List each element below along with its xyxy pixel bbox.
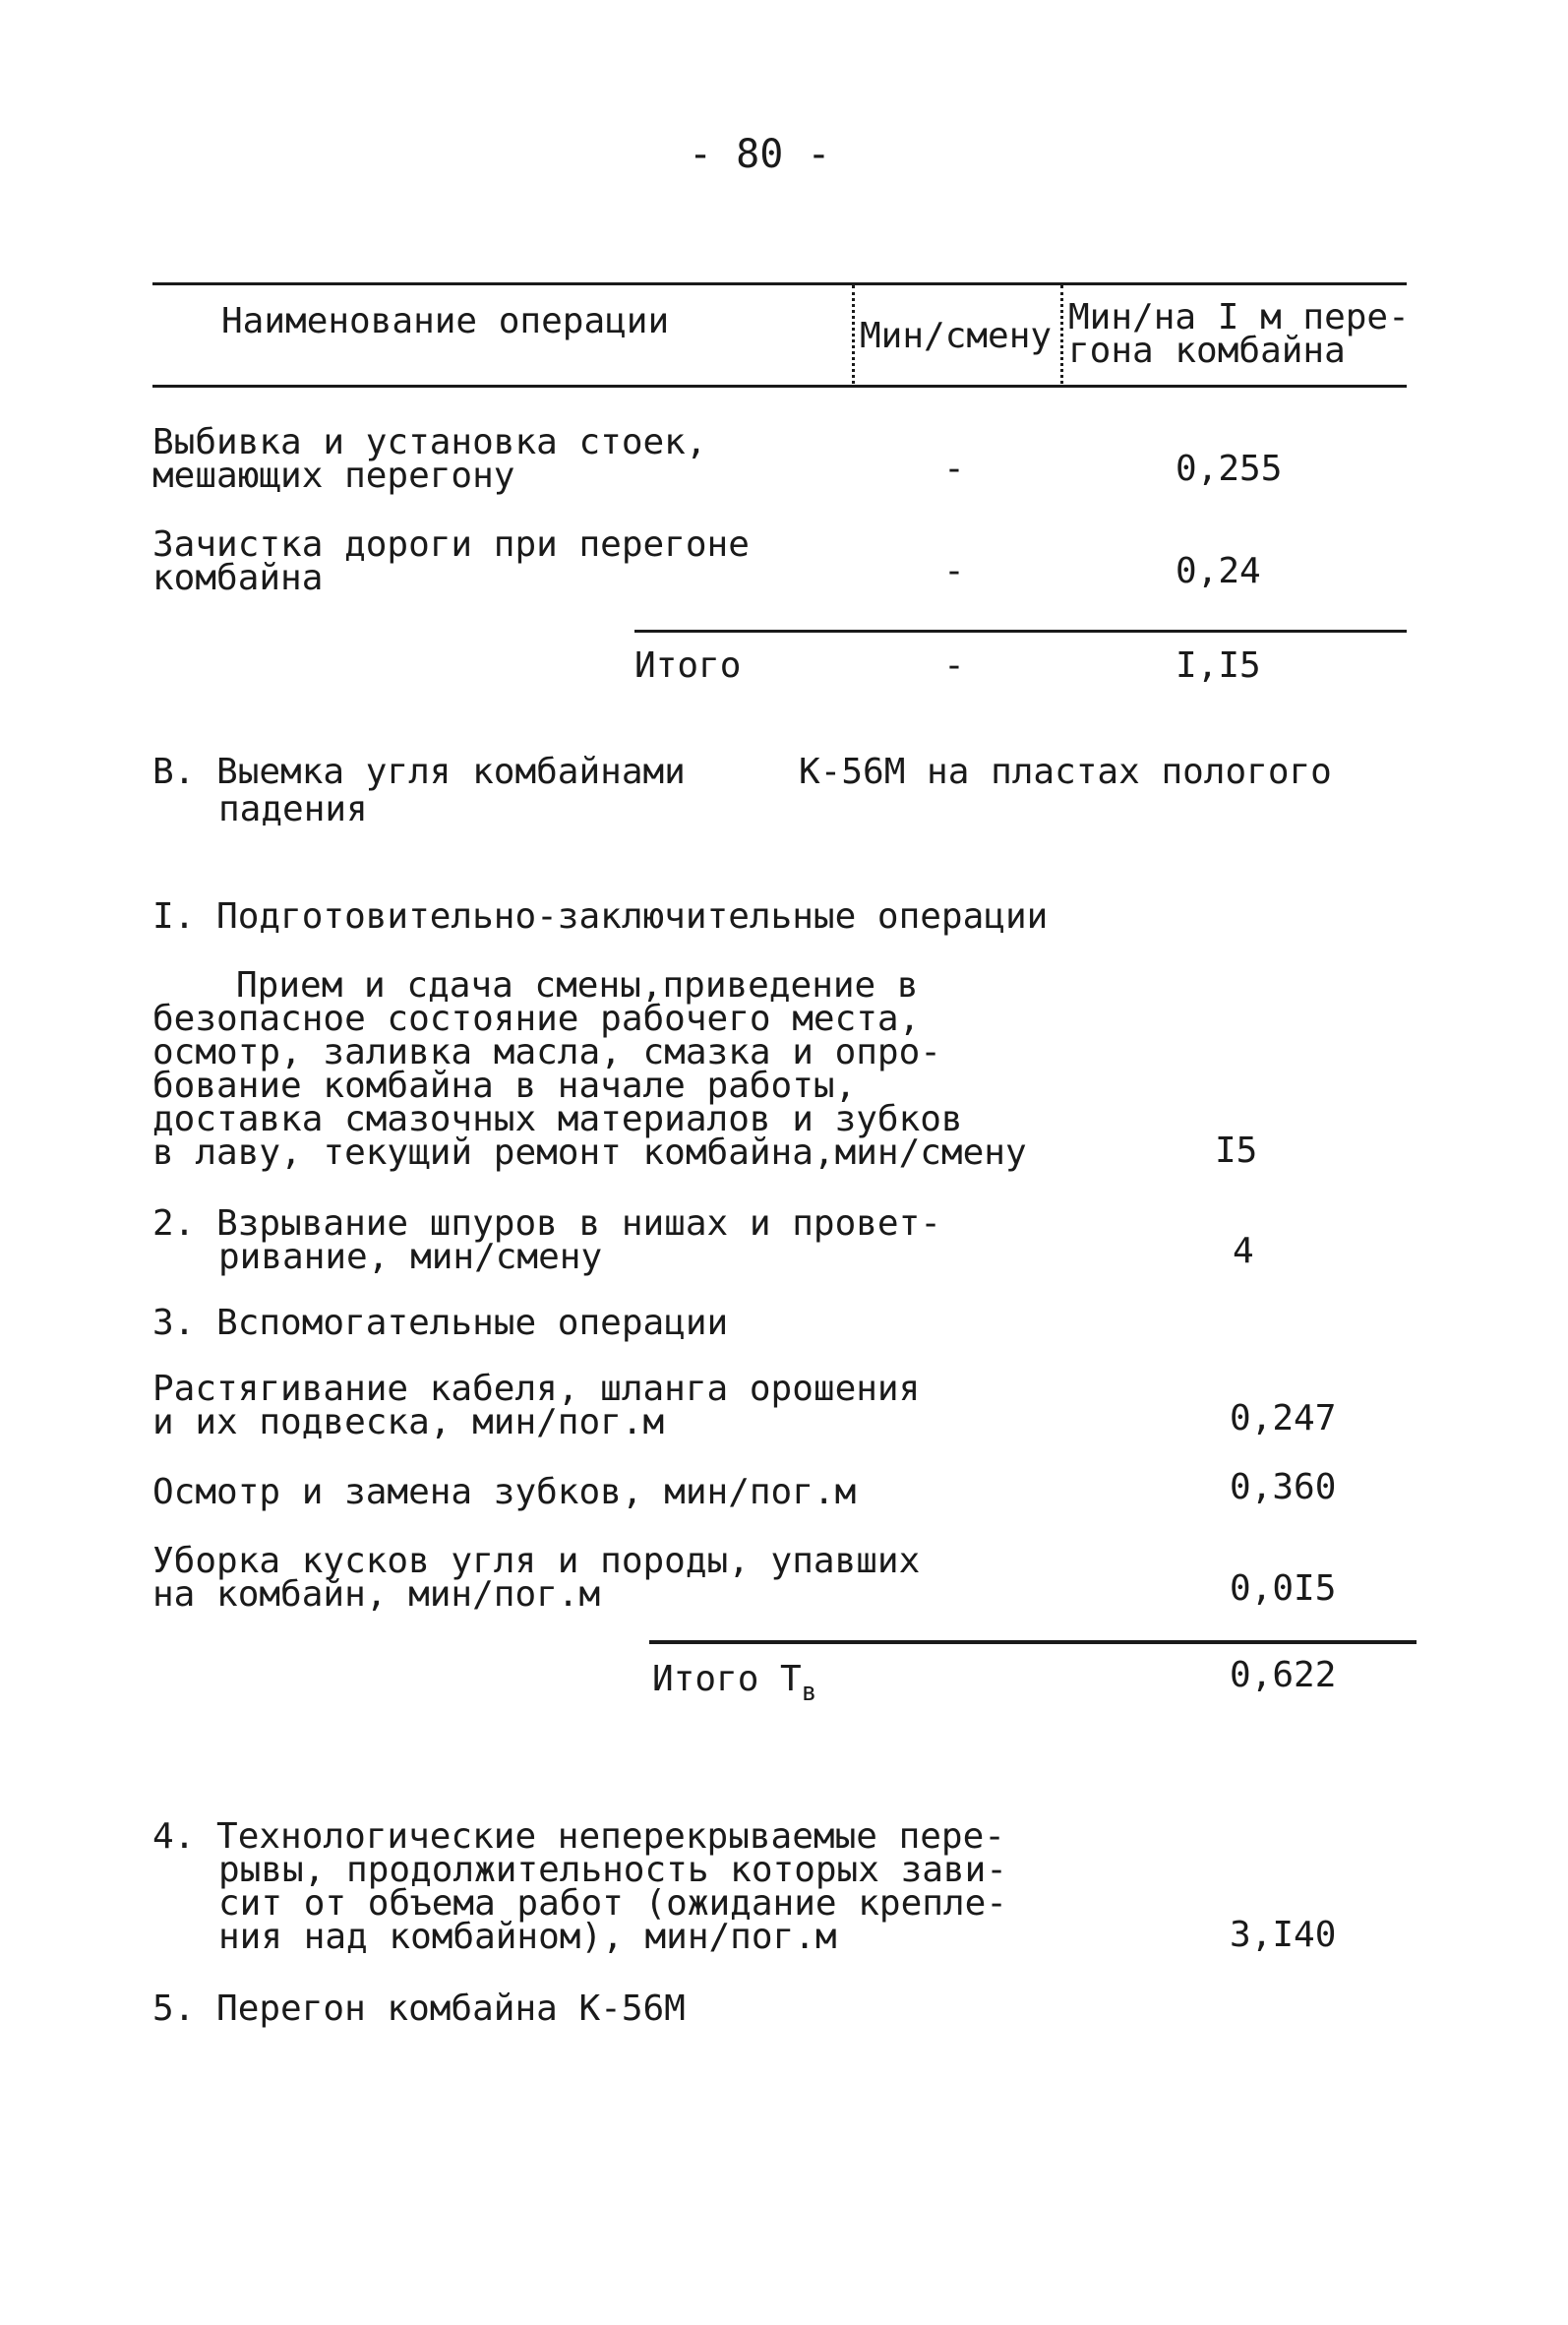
header-min-shift: Мин/смену	[860, 316, 1053, 356]
section-1-paragraph: Прием и сдача смены,приведение в безопасное состояние рабочего места, осмотр, заливка масла, смазка и опро- бование комбайна в начале работы, доставка смазочных материалов и зубков в лаву, текущий ремонт комбайна,мин/смену	[152, 965, 1027, 1173]
section-v-heading-right: К-56М на пластах пологого	[799, 752, 1332, 792]
table-top-rule	[152, 282, 1407, 285]
row1-min-shift: -	[943, 449, 965, 489]
item-value: 0,0I5	[1230, 1568, 1337, 1609]
section-v-heading-cont: падения	[218, 789, 368, 829]
header-operation: Наименование операции	[221, 301, 670, 341]
list-item: Осмотр и замена зубков, мин/пог.м	[152, 1472, 857, 1512]
list-item: Уборка кусков угля и породы, упавших на комбайн, мин/пог.м	[152, 1541, 921, 1615]
total-rule	[649, 1640, 1417, 1644]
section-1-value: I5	[1215, 1131, 1258, 1171]
total-rule	[634, 630, 1407, 633]
list-item: Растягивание кабеля, шланга орошения и их подвеска, мин/пог.м	[152, 1369, 921, 1442]
item-value: 0,360	[1230, 1467, 1337, 1507]
total-tv-value: 0,622	[1230, 1655, 1337, 1695]
section-2-text: 2. Взрывание шпуров в нишах и провет- ривание, мин/смену	[152, 1203, 941, 1277]
table-row: Выбивка и установка стоек, мешающих перегону	[152, 422, 707, 496]
total-min-per-m: I,I5	[1176, 645, 1261, 686]
column-divider-1	[852, 285, 855, 384]
total-label: Итого	[634, 645, 742, 686]
section-4-text: 4. Технологические неперекрываемые пере- рывы, продолжительность которых зави- сит от объема работ (ожидание крепле- ния над комбайном), мин/пог.м	[152, 1816, 1007, 1957]
row2-min-shift: -	[943, 551, 965, 591]
section-2-value: 4	[1233, 1231, 1254, 1271]
section-1-title: I. Подготовительно-заключительные операции	[152, 896, 1049, 937]
section-3-title: 3. Вспомогательные операции	[152, 1303, 729, 1343]
total-tv-label: Итого $Т_в$	[652, 1659, 817, 1707]
page-number: - 80 -	[689, 132, 831, 177]
table-row: Зачистка дороги при перегоне комбайна	[152, 524, 750, 598]
row1-min-per-m: 0,255	[1176, 449, 1283, 489]
section-v-heading: В. Выемка угля комбайнами	[152, 752, 686, 792]
item-value: 0,247	[1230, 1398, 1337, 1438]
total-min-shift: -	[943, 645, 965, 686]
table-header-rule	[152, 385, 1407, 388]
section-4-value: 3,I40	[1230, 1915, 1337, 1955]
section-5-text: 5. Перегон комбайна К-56М	[152, 1988, 686, 2029]
header-min-per-m: Мин/на I м пере- гона комбайна	[1068, 297, 1410, 371]
row2-min-per-m: 0,24	[1176, 551, 1261, 591]
column-divider-2	[1060, 285, 1063, 384]
